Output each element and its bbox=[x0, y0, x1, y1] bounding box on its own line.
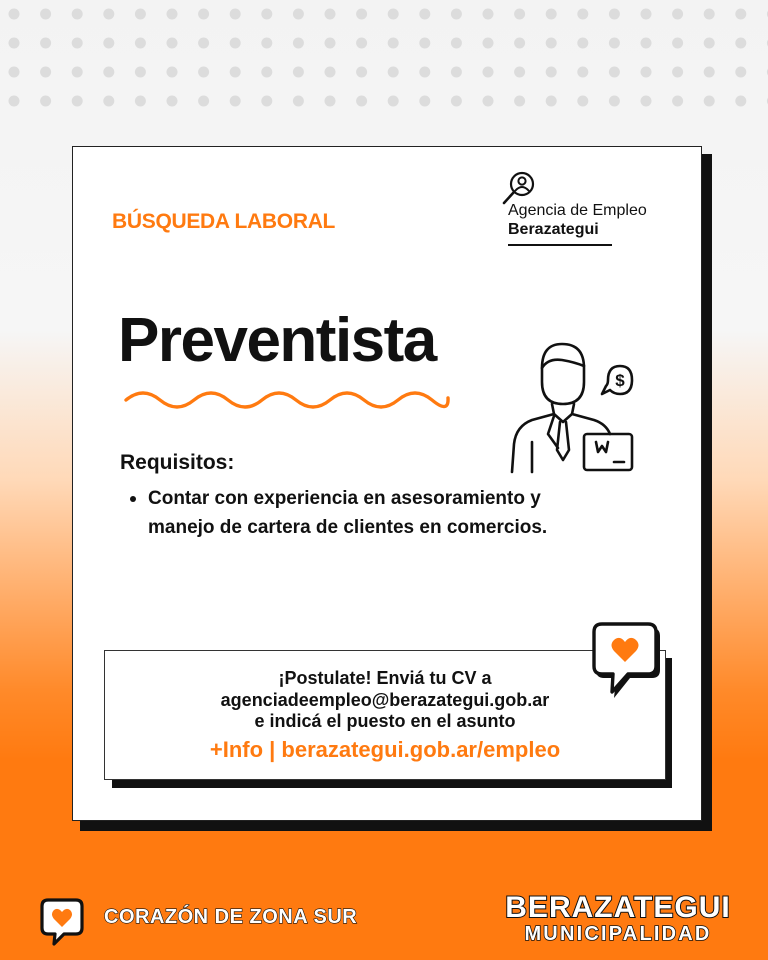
pattern-dot bbox=[293, 38, 304, 49]
search-user-icon bbox=[500, 170, 540, 206]
pattern-dot bbox=[356, 67, 367, 78]
pattern-dot bbox=[9, 67, 20, 78]
info-link[interactable]: +Info | berazategui.gob.ar/empleo bbox=[209, 737, 561, 762]
wave-divider bbox=[122, 384, 452, 414]
pattern-dot bbox=[167, 96, 178, 107]
pattern-dot bbox=[388, 9, 399, 20]
pattern-dot bbox=[388, 67, 399, 78]
pattern-dot bbox=[230, 9, 241, 20]
salesperson-icon bbox=[502, 338, 638, 478]
pattern-dot bbox=[72, 38, 83, 49]
pattern-dot bbox=[40, 9, 51, 20]
pattern-dot bbox=[198, 9, 209, 20]
pattern-dot bbox=[167, 38, 178, 49]
pattern-dot bbox=[40, 38, 51, 49]
heart-speech-bubble-icon bbox=[590, 620, 666, 704]
pattern-dot bbox=[325, 9, 336, 20]
pattern-dot bbox=[325, 67, 336, 78]
pattern-dot bbox=[641, 38, 652, 49]
pattern-dot bbox=[103, 38, 114, 49]
pattern-dot bbox=[230, 38, 241, 49]
pattern-dot bbox=[40, 67, 51, 78]
pattern-dot bbox=[9, 9, 20, 20]
municipality-brand bbox=[505, 893, 731, 945]
pattern-dot bbox=[483, 9, 494, 20]
pattern-dot bbox=[451, 96, 462, 107]
pattern-dot bbox=[419, 67, 430, 78]
pattern-dot bbox=[704, 9, 715, 20]
pattern-dot bbox=[135, 9, 146, 20]
pattern-dot bbox=[135, 67, 146, 78]
requirements-heading: Requisitos: bbox=[120, 451, 235, 474]
pattern-dot bbox=[103, 9, 114, 20]
pattern-dot bbox=[356, 38, 367, 49]
pattern-dot bbox=[609, 67, 620, 78]
pattern-dot bbox=[704, 67, 715, 78]
pattern-dot bbox=[261, 38, 272, 49]
requirements-list bbox=[128, 484, 548, 542]
pattern-dot bbox=[641, 96, 652, 107]
pattern-dot bbox=[40, 96, 51, 107]
pattern-dot bbox=[230, 67, 241, 78]
pattern-dot bbox=[167, 67, 178, 78]
pattern-dot bbox=[261, 9, 272, 20]
cta-line-3: e indicá el puesto en el asunto bbox=[254, 711, 516, 731]
footer-slogan: CORAZÓN DE ZONA SUR bbox=[104, 906, 358, 928]
pattern-dot bbox=[609, 9, 620, 20]
pattern-dot bbox=[167, 9, 178, 20]
footer-heart-logo-icon bbox=[40, 898, 84, 946]
pattern-dot bbox=[72, 9, 83, 20]
pattern-dot bbox=[261, 67, 272, 78]
pattern-dot bbox=[672, 96, 683, 107]
pattern-dot bbox=[325, 38, 336, 49]
pattern-dot bbox=[641, 9, 652, 20]
pattern-dot bbox=[9, 38, 20, 49]
pattern-dot bbox=[609, 38, 620, 49]
dot-pattern bbox=[0, 0, 768, 120]
agency-underline bbox=[508, 244, 612, 246]
pattern-dot bbox=[9, 96, 20, 107]
pattern-dot bbox=[577, 9, 588, 20]
pattern-dot bbox=[483, 96, 494, 107]
pattern-dot bbox=[641, 67, 652, 78]
cta-line-1: ¡Postulate! Enviá tu CV a bbox=[278, 668, 492, 688]
pattern-dot bbox=[704, 38, 715, 49]
pattern-dot bbox=[546, 96, 557, 107]
pattern-dot bbox=[546, 38, 557, 49]
pattern-dot bbox=[388, 38, 399, 49]
pattern-dot bbox=[103, 67, 114, 78]
pattern-dot bbox=[609, 96, 620, 107]
pattern-dot bbox=[198, 96, 209, 107]
pattern-dot bbox=[293, 96, 304, 107]
pattern-dot bbox=[514, 38, 525, 49]
agency-title: Agencia de Empleo bbox=[508, 202, 647, 219]
pattern-dot bbox=[483, 67, 494, 78]
pattern-dot bbox=[293, 67, 304, 78]
pattern-dot bbox=[672, 67, 683, 78]
pattern-dot bbox=[451, 67, 462, 78]
pattern-dot bbox=[293, 9, 304, 20]
pattern-dot bbox=[135, 38, 146, 49]
pattern-dot bbox=[72, 67, 83, 78]
pattern-dot bbox=[514, 67, 525, 78]
pattern-dot bbox=[704, 96, 715, 107]
job-title: Preventista bbox=[118, 306, 436, 375]
dollar-icon: $ bbox=[615, 371, 625, 390]
pattern-dot bbox=[72, 96, 83, 107]
pattern-dot bbox=[735, 9, 746, 20]
pattern-dot bbox=[735, 96, 746, 107]
pattern-dot bbox=[672, 9, 683, 20]
pattern-dot bbox=[135, 96, 146, 107]
pattern-dot bbox=[103, 96, 114, 107]
pattern-dot bbox=[577, 96, 588, 107]
pattern-dot bbox=[198, 67, 209, 78]
pattern-dot bbox=[198, 38, 209, 49]
pattern-dot bbox=[261, 96, 272, 107]
agency-subtitle: Berazategui bbox=[508, 221, 599, 238]
pattern-dot bbox=[451, 9, 462, 20]
kicker-label: BÚSQUEDA LABORAL bbox=[112, 210, 336, 233]
pattern-dot bbox=[577, 38, 588, 49]
pattern-dot bbox=[230, 96, 241, 107]
pattern-dot bbox=[514, 96, 525, 107]
pattern-dot bbox=[514, 9, 525, 20]
pattern-dot bbox=[419, 96, 430, 107]
pattern-dot bbox=[356, 9, 367, 20]
pattern-dot bbox=[388, 96, 399, 107]
pattern-dot bbox=[419, 38, 430, 49]
pattern-dot bbox=[735, 67, 746, 78]
pattern-dot bbox=[546, 67, 557, 78]
cta-email-link[interactable]: agenciadeempleo@berazategui.gob.ar bbox=[220, 690, 550, 710]
pattern-dot bbox=[356, 96, 367, 107]
pattern-dot bbox=[325, 96, 336, 107]
requirement-item: Contar con experiencia en asesoramiento y manejo de cartera de clientes en comercios. bbox=[128, 484, 548, 542]
pattern-dot bbox=[735, 38, 746, 49]
pattern-dot bbox=[483, 38, 494, 49]
pattern-dot bbox=[451, 38, 462, 49]
pattern-dot bbox=[419, 9, 430, 20]
brand-subtitle: MUNICIPALIDAD bbox=[524, 923, 712, 945]
pattern-dot bbox=[546, 9, 557, 20]
brand-name: BERAZATEGUI bbox=[505, 891, 731, 924]
pattern-dot bbox=[672, 38, 683, 49]
pattern-dot bbox=[577, 67, 588, 78]
